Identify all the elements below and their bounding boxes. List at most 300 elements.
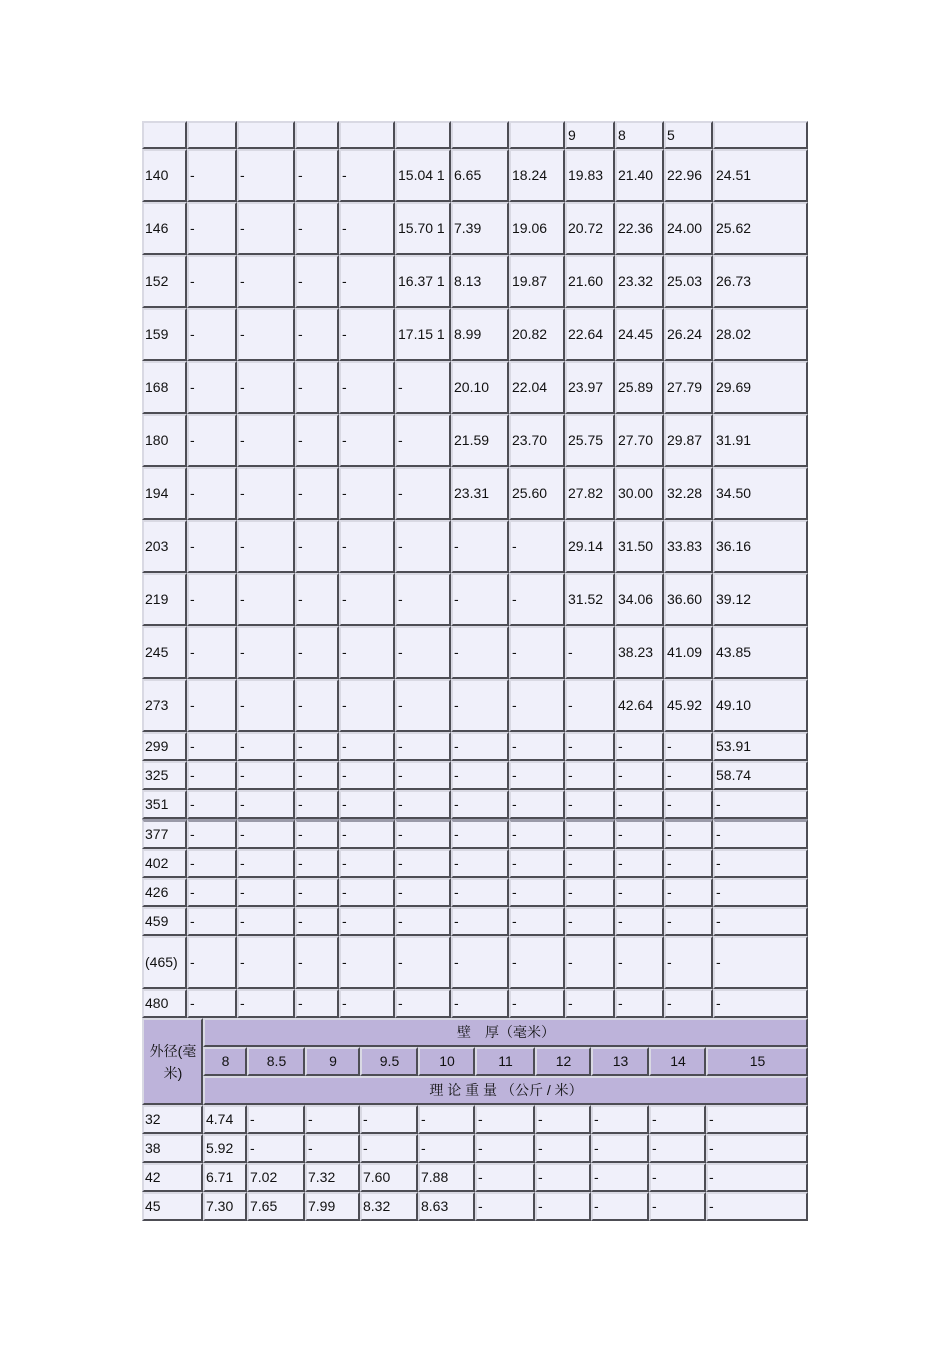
weight-cell: 23.32 — [615, 255, 664, 308]
weight-cell: - — [237, 732, 295, 761]
weight-cell: - — [339, 936, 395, 989]
weight-cell: - — [565, 761, 615, 790]
weight-table-continued — [142, 121, 808, 1018]
weight-cell: - — [664, 878, 713, 907]
weight-cell: 20.82 — [509, 308, 565, 361]
weight-cell: - — [395, 732, 451, 761]
weight-cell: - — [664, 936, 713, 989]
weight-cell: - — [565, 790, 615, 819]
weight-cell: - — [187, 679, 237, 732]
weight-cell: 36.16 — [713, 520, 808, 573]
weight-cell: 25.89 — [615, 361, 664, 414]
weight-cell: - — [187, 936, 237, 989]
table-row — [142, 255, 808, 308]
weight-cell: 22.36 — [615, 202, 664, 255]
weight-cell: - — [247, 1105, 305, 1134]
table-row — [142, 573, 808, 626]
outer-diameter-cell: (465) — [142, 936, 187, 989]
outer-diameter-cell: 146 — [142, 202, 187, 255]
weight-cell: - — [475, 1134, 535, 1163]
weight-cell: 7.02 — [247, 1163, 305, 1192]
weight-cell: 15.04 1 — [395, 149, 451, 202]
weight-cell: - — [565, 849, 615, 878]
weight-cell: - — [237, 790, 295, 819]
weight-cell: - — [339, 467, 395, 520]
weight-cell: 18.24 — [509, 149, 565, 202]
weight-cell: - — [713, 849, 808, 878]
weight-cell: - — [591, 1192, 649, 1221]
weight-cell: - — [295, 202, 339, 255]
weight-cell: - — [247, 1134, 305, 1163]
weight-cell: - — [565, 936, 615, 989]
weight-cell: - — [395, 520, 451, 573]
weight-cell: 30.00 — [615, 467, 664, 520]
wall-thickness-value: 14 — [649, 1047, 706, 1076]
weight-cell: 6.65 — [451, 149, 509, 202]
outer-diameter-cell: 140 — [142, 149, 187, 202]
weight-cell: - — [664, 849, 713, 878]
weight-cell: - — [295, 761, 339, 790]
weight-cell: - — [187, 255, 237, 308]
weight-cell: - — [339, 761, 395, 790]
weight-cell: - — [187, 790, 237, 819]
weight-cell: 42.64 — [615, 679, 664, 732]
weight-cell: - — [395, 467, 451, 520]
weight-cell — [451, 121, 509, 149]
weight-cell: 26.73 — [713, 255, 808, 308]
weight-cell — [295, 121, 339, 149]
weight-cell: - — [187, 761, 237, 790]
table-row — [142, 1163, 808, 1192]
weight-cell: 7.30 — [203, 1192, 247, 1221]
weight-cell: - — [295, 936, 339, 989]
weight-cell: - — [295, 149, 339, 202]
weight-cell: - — [451, 849, 509, 878]
weight-cell: 24.51 — [713, 149, 808, 202]
table-row — [142, 467, 808, 520]
weight-cell: - — [615, 989, 664, 1018]
table-row — [142, 149, 808, 202]
wall-thickness-value: 11 — [475, 1047, 535, 1076]
weight-cell: - — [295, 819, 339, 849]
outer-diameter-cell: 299 — [142, 732, 187, 761]
weight-cell: - — [187, 907, 237, 936]
outer-diameter-cell: 402 — [142, 849, 187, 878]
weight-cell: 7.65 — [247, 1192, 305, 1221]
weight-cell: - — [237, 989, 295, 1018]
outer-diameter-cell: 351 — [142, 790, 187, 819]
weight-cell: - — [565, 679, 615, 732]
table-row — [142, 308, 808, 361]
weight-cell: 17.15 1 — [395, 308, 451, 361]
table-row — [142, 790, 808, 819]
weight-cell: 20.10 — [451, 361, 509, 414]
weight-cell: - — [509, 573, 565, 626]
weight-cell: 7.32 — [305, 1163, 360, 1192]
outer-diameter-cell: 42 — [142, 1163, 203, 1192]
wall-thickness-value: 13 — [591, 1047, 649, 1076]
weight-cell: - — [339, 255, 395, 308]
weight-cell: - — [237, 255, 295, 308]
weight-cell: - — [451, 626, 509, 679]
weight-cell: - — [360, 1134, 418, 1163]
weight-cell: - — [295, 467, 339, 520]
weight-cell: - — [237, 361, 295, 414]
weight-cell: - — [395, 679, 451, 732]
weight-cell: 58.74 — [713, 761, 808, 790]
outer-diameter-cell — [142, 121, 187, 149]
table-row — [142, 761, 808, 790]
weight-cell: - — [295, 907, 339, 936]
weight-cell: - — [237, 878, 295, 907]
weight-cell: - — [295, 414, 339, 467]
weight-cell: 24.45 — [615, 308, 664, 361]
outer-diameter-cell: 203 — [142, 520, 187, 573]
weight-cell: - — [237, 679, 295, 732]
weight-cell: - — [305, 1134, 360, 1163]
outer-diameter-cell: 159 — [142, 308, 187, 361]
weight-cell: - — [237, 761, 295, 790]
weight-cell: - — [237, 626, 295, 679]
weight-cell: - — [339, 520, 395, 573]
weight-cell: - — [395, 361, 451, 414]
outer-diameter-cell: 325 — [142, 761, 187, 790]
weight-cell: - — [706, 1105, 808, 1134]
weight-cell — [237, 121, 295, 149]
weight-cell: - — [664, 732, 713, 761]
weight-cell: 19.06 — [509, 202, 565, 255]
weight-cell: - — [237, 849, 295, 878]
weight-cell: 22.04 — [509, 361, 565, 414]
weight-cell: - — [451, 573, 509, 626]
weight-cell: 25.62 — [713, 202, 808, 255]
weight-cell — [509, 121, 565, 149]
weight-cell: - — [509, 520, 565, 573]
weight-cell: - — [649, 1134, 706, 1163]
weight-cell: - — [395, 414, 451, 467]
weight-cell: - — [187, 520, 237, 573]
weight-cell: - — [237, 520, 295, 573]
weight-cell: - — [535, 1163, 591, 1192]
weight-cell: - — [615, 849, 664, 878]
weight-cell: - — [706, 1134, 808, 1163]
weight-cell: 27.70 — [615, 414, 664, 467]
weight-cell: - — [649, 1105, 706, 1134]
weight-cell: 53.91 — [713, 732, 808, 761]
weight-cell: - — [615, 819, 664, 849]
weight-cell: - — [339, 790, 395, 819]
weight-cell: 49.10 — [713, 679, 808, 732]
weight-cell: - — [295, 790, 339, 819]
weight-cell: - — [664, 989, 713, 1018]
weight-cell: 21.40 — [615, 149, 664, 202]
weight-cell: - — [295, 573, 339, 626]
weight-cell: - — [187, 414, 237, 467]
weight-cell: - — [395, 819, 451, 849]
table-row — [142, 907, 808, 936]
weight-cell: 4.74 — [203, 1105, 247, 1134]
weight-cell: 5 — [664, 121, 713, 149]
weight-cell: - — [295, 989, 339, 1018]
weight-cell: 25.03 — [664, 255, 713, 308]
weight-cell: - — [565, 732, 615, 761]
outer-diameter-cell: 45 — [142, 1192, 203, 1221]
weight-cell: - — [237, 907, 295, 936]
weight-cell: - — [591, 1105, 649, 1134]
table-row — [142, 202, 808, 255]
outer-diameter-cell: 245 — [142, 626, 187, 679]
weight-cell: - — [339, 361, 395, 414]
weight-cell: - — [339, 414, 395, 467]
weight-cell — [713, 121, 808, 149]
weight-table-thick-wall — [142, 1018, 808, 1221]
weight-cell: - — [237, 308, 295, 361]
weight-cell: - — [187, 989, 237, 1018]
wall-thickness-value: 9.5 — [360, 1047, 418, 1076]
weight-cell — [339, 121, 395, 149]
weight-cell: - — [339, 819, 395, 849]
outer-diameter-cell: 273 — [142, 679, 187, 732]
weight-cell: 23.97 — [565, 361, 615, 414]
weight-cell: 39.12 — [713, 573, 808, 626]
outer-diameter-cell: 459 — [142, 907, 187, 936]
weight-cell: - — [187, 819, 237, 849]
weight-cell: - — [475, 1163, 535, 1192]
weight-cell: 9 — [565, 121, 615, 149]
weight-cell: 21.60 — [565, 255, 615, 308]
weight-cell: - — [509, 761, 565, 790]
outer-diameter-cell: 377 — [142, 819, 187, 849]
weight-cell: - — [664, 790, 713, 819]
table-row — [142, 1192, 808, 1221]
weight-cell: - — [565, 626, 615, 679]
weight-cell: 7.39 — [451, 202, 509, 255]
weight-cell: - — [295, 255, 339, 308]
weight-cell: - — [295, 626, 339, 679]
wall-thickness-value: 12 — [535, 1047, 591, 1076]
table-row — [142, 819, 808, 849]
weight-cell: 34.06 — [615, 573, 664, 626]
weight-cell: - — [305, 1105, 360, 1134]
weight-cell: 25.75 — [565, 414, 615, 467]
weight-cell: - — [509, 790, 565, 819]
weight-cell: - — [187, 878, 237, 907]
weight-cell: - — [237, 936, 295, 989]
weight-cell: - — [615, 878, 664, 907]
weight-cell: - — [395, 573, 451, 626]
weight-cell: - — [395, 790, 451, 819]
weight-cell: 31.91 — [713, 414, 808, 467]
weight-cell: - — [295, 849, 339, 878]
weight-cell: - — [339, 626, 395, 679]
weight-cell: - — [535, 1192, 591, 1221]
outer-diameter-cell: 152 — [142, 255, 187, 308]
weight-cell: - — [615, 761, 664, 790]
outer-diameter-cell: 168 — [142, 361, 187, 414]
weight-cell: - — [475, 1192, 535, 1221]
weight-cell: - — [451, 679, 509, 732]
weight-cell: 33.83 — [664, 520, 713, 573]
weight-cell: - — [451, 761, 509, 790]
weight-cell: - — [395, 936, 451, 989]
weight-cell: 23.31 — [451, 467, 509, 520]
outer-diameter-cell: 180 — [142, 414, 187, 467]
weight-cell: 8 — [615, 121, 664, 149]
outer-diameter-header: 外径(毫米) — [142, 1018, 203, 1105]
weight-cell: - — [591, 1163, 649, 1192]
weight-cell: 15.70 1 — [395, 202, 451, 255]
table-row — [142, 1134, 808, 1163]
weight-cell: 20.72 — [565, 202, 615, 255]
weight-cell: - — [237, 414, 295, 467]
weight-cell: - — [295, 732, 339, 761]
weight-cell: - — [706, 1192, 808, 1221]
weight-cell: - — [591, 1134, 649, 1163]
weight-cell: 38.23 — [615, 626, 664, 679]
wall-thickness-value: 8 — [203, 1047, 247, 1076]
theoretical-weight-header: 理 论 重 量 （公斤 / 米） — [203, 1076, 808, 1105]
weight-cell: - — [509, 819, 565, 849]
weight-cell: - — [187, 573, 237, 626]
weight-cell: - — [535, 1105, 591, 1134]
table-row — [142, 732, 808, 761]
weight-cell: - — [664, 819, 713, 849]
weight-cell: - — [649, 1192, 706, 1221]
table-row — [142, 414, 808, 467]
weight-cell: - — [187, 202, 237, 255]
weight-cell: - — [565, 878, 615, 907]
weight-cell: 25.60 — [509, 467, 565, 520]
weight-cell: - — [339, 149, 395, 202]
weight-cell: - — [395, 626, 451, 679]
weight-cell: - — [713, 907, 808, 936]
weight-cell: 8.99 — [451, 308, 509, 361]
weight-cell: - — [451, 732, 509, 761]
weight-cell: - — [509, 936, 565, 989]
weight-cell: 29.87 — [664, 414, 713, 467]
weight-cell: - — [615, 732, 664, 761]
weight-cell: - — [237, 202, 295, 255]
weight-cell: - — [395, 849, 451, 878]
weight-cell: 45.92 — [664, 679, 713, 732]
weight-cell: - — [565, 819, 615, 849]
weight-cell: - — [339, 989, 395, 1018]
weight-cell: 27.82 — [565, 467, 615, 520]
weight-cell: - — [295, 679, 339, 732]
weight-cell: - — [237, 573, 295, 626]
weight-cell: - — [339, 732, 395, 761]
table-row — [142, 849, 808, 878]
weight-cell: 43.85 — [713, 626, 808, 679]
weight-cell: 19.83 — [565, 149, 615, 202]
weight-cell: - — [339, 907, 395, 936]
weight-cell — [187, 121, 237, 149]
weight-cell: 27.79 — [664, 361, 713, 414]
weight-cell: 23.70 — [509, 414, 565, 467]
outer-diameter-cell: 38 — [142, 1134, 203, 1163]
weight-cell: - — [339, 679, 395, 732]
table-row — [142, 361, 808, 414]
weight-cell: - — [565, 907, 615, 936]
weight-cell: - — [418, 1105, 475, 1134]
weight-cell: - — [339, 308, 395, 361]
weight-cell: - — [237, 149, 295, 202]
weight-cell: - — [713, 819, 808, 849]
weight-cell: - — [451, 520, 509, 573]
wall-thickness-header: 壁 厚（毫米） — [203, 1018, 808, 1047]
weight-cell: - — [509, 989, 565, 1018]
weight-cell: - — [237, 819, 295, 849]
weight-cell: - — [451, 878, 509, 907]
weight-cell: 7.60 — [360, 1163, 418, 1192]
weight-cell: - — [664, 907, 713, 936]
weight-cell: 31.50 — [615, 520, 664, 573]
weight-cell: - — [535, 1134, 591, 1163]
weight-cell: 34.50 — [713, 467, 808, 520]
weight-cell: 24.00 — [664, 202, 713, 255]
weight-cell: - — [509, 849, 565, 878]
wall-thickness-value: 8.5 — [247, 1047, 305, 1076]
weight-cell: - — [295, 308, 339, 361]
weight-cell: - — [451, 790, 509, 819]
weight-cell: - — [713, 936, 808, 989]
weight-cell: - — [475, 1105, 535, 1134]
weight-cell: 8.63 — [418, 1192, 475, 1221]
weight-cell: - — [664, 761, 713, 790]
weight-cell: 26.24 — [664, 308, 713, 361]
weight-cell: - — [615, 907, 664, 936]
weight-cell: - — [360, 1105, 418, 1134]
weight-cell: 31.52 — [565, 573, 615, 626]
weight-cell: - — [187, 849, 237, 878]
outer-diameter-cell: 194 — [142, 467, 187, 520]
weight-cell: - — [187, 467, 237, 520]
weight-cell: - — [395, 907, 451, 936]
weight-cell: - — [451, 907, 509, 936]
weight-cell: 22.64 — [565, 308, 615, 361]
weight-cell: 8.32 — [360, 1192, 418, 1221]
table-row — [142, 679, 808, 732]
weight-cell: - — [451, 936, 509, 989]
weight-cell: 22.96 — [664, 149, 713, 202]
weight-cell: - — [187, 149, 237, 202]
weight-cell: - — [187, 361, 237, 414]
weight-cell: - — [295, 520, 339, 573]
weight-cell: 8.13 — [451, 255, 509, 308]
weight-cell: 7.99 — [305, 1192, 360, 1221]
weight-cell: - — [509, 679, 565, 732]
weight-cell: 36.60 — [664, 573, 713, 626]
weight-cell: - — [509, 732, 565, 761]
weight-cell: - — [615, 790, 664, 819]
weight-cell: - — [713, 989, 808, 1018]
weight-cell: - — [565, 989, 615, 1018]
weight-cell: 19.87 — [509, 255, 565, 308]
weight-cell: 5.92 — [203, 1134, 247, 1163]
weight-cell: - — [295, 361, 339, 414]
weight-cell: 7.88 — [418, 1163, 475, 1192]
weight-cell: - — [706, 1163, 808, 1192]
weight-cell: 29.69 — [713, 361, 808, 414]
weight-cell: 32.28 — [664, 467, 713, 520]
wall-thickness-value: 15 — [706, 1047, 808, 1076]
weight-cell: 41.09 — [664, 626, 713, 679]
weight-cell: 21.59 — [451, 414, 509, 467]
outer-diameter-cell: 219 — [142, 573, 187, 626]
weight-cell: - — [451, 819, 509, 849]
table-row — [142, 878, 808, 907]
weight-cell: - — [649, 1163, 706, 1192]
